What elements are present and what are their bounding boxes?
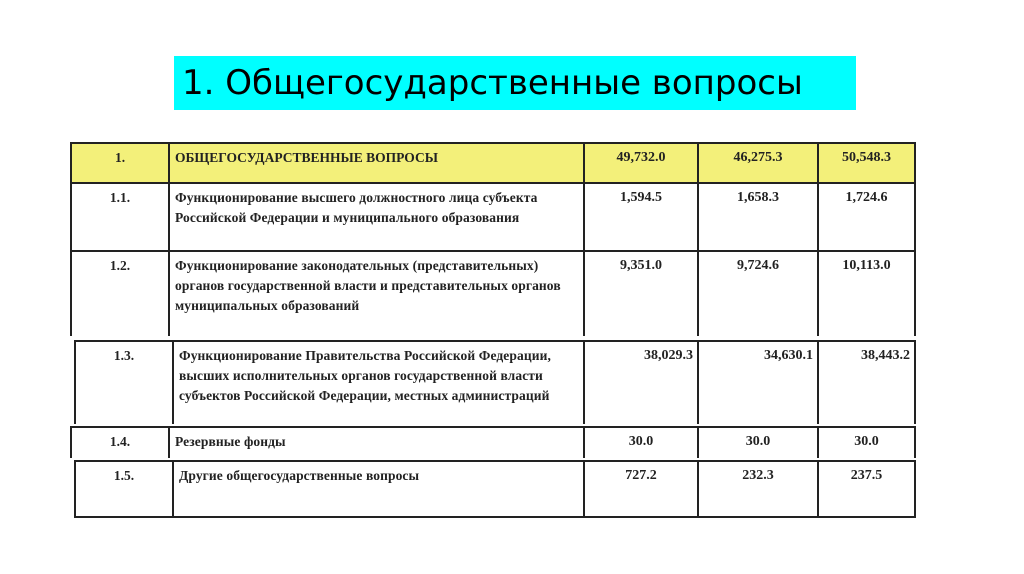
row-value-1: 49,732.0 [583,142,697,182]
row-code: 1.3. [74,340,172,424]
row-value-1: 1,594.5 [583,182,697,250]
row-value-2: 30.0 [697,426,817,458]
slide-title [174,56,856,110]
row-value-3: 38,443.2 [817,340,916,424]
row-name: ОБЩЕГОСУДАРСТВЕННЫЕ ВОПРОСЫ [168,142,583,182]
row-value-1: 30.0 [583,426,697,458]
row-value-3: 10,113.0 [817,250,916,336]
row-name: Функционирование законодательных (представительных) органов государственной власти и представительных органов муниципальных образований [168,250,583,336]
row-value-2: 9,724.6 [697,250,817,336]
slide-title-text: 1. Общегосударственные вопросы [182,63,803,103]
row-name: Функционирование Правительства Российской Федерации, высших исполнительных органов государственной власти субъектов Российской Федерации, местных администраций [172,340,583,424]
row-code: 1.5. [74,460,172,518]
row-name: Резервные фонды [168,426,583,458]
row-value-2: 232.3 [697,460,817,518]
row-value-1: 9,351.0 [583,250,697,336]
row-value-3: 237.5 [817,460,916,518]
row-name: Другие общегосударственные вопросы [172,460,583,518]
row-name: Функционирование высшего должностного лица субъекта Российской Федерации и муниципального образования [168,182,583,250]
row-value-1: 727.2 [583,460,697,518]
row-value-1: 38,029.3 [583,340,697,424]
row-value-3: 50,548.3 [817,142,916,182]
row-code: 1.4. [70,426,168,458]
row-value-3: 1,724.6 [817,182,916,250]
row-code: 1.2. [70,250,168,336]
row-value-2: 46,275.3 [697,142,817,182]
row-value-2: 1,658.3 [697,182,817,250]
row-code: 1.1. [70,182,168,250]
row-value-2: 34,630.1 [697,340,817,424]
row-code: 1. [70,142,168,182]
row-value-3: 30.0 [817,426,916,458]
